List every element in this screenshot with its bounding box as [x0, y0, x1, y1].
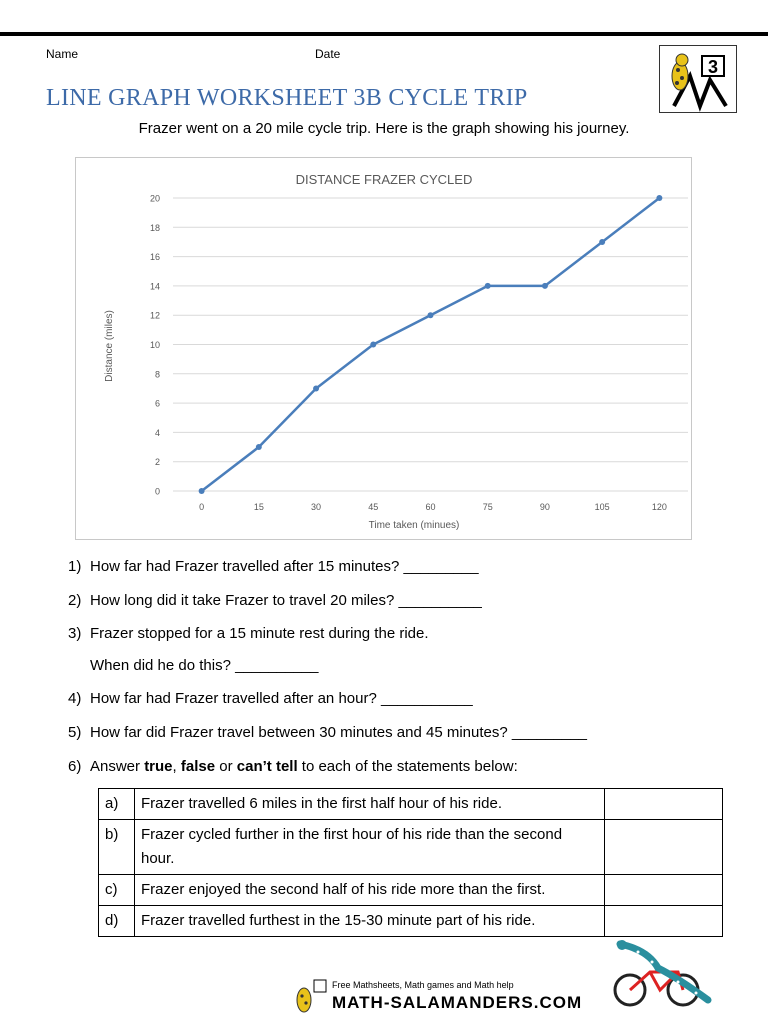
worksheet-title: LINE GRAPH WORKSHEET 3B CYCLE TRIP	[46, 85, 528, 111]
y-axis-label: Distance (miles)	[104, 310, 115, 382]
x-tick-label: 90	[539, 502, 550, 512]
y-tick-label: 14	[149, 281, 160, 292]
statements-table	[98, 788, 723, 937]
x-tick-label: 120	[651, 502, 667, 512]
question-text: How far had Frazer travelled after 15 minutes? _________	[90, 558, 479, 575]
question-number: 6)	[68, 758, 82, 775]
question-number: 2)	[68, 592, 82, 609]
x-axis-label: Time taken (minues)	[368, 520, 460, 531]
data-point	[256, 444, 262, 450]
question-4	[68, 690, 473, 707]
x-tick-label: 30	[311, 502, 322, 512]
question-text: How far did Frazer travel between 30 minutes and 45 minutes? _________	[90, 724, 587, 741]
table-row	[99, 906, 723, 937]
data-point	[199, 488, 205, 494]
question-text: How long did it take Frazer to travel 20 miles? __________	[90, 592, 482, 609]
answer-cell[interactable]	[605, 820, 723, 875]
y-tick-label: 18	[149, 222, 160, 233]
question-number: 1)	[68, 558, 82, 575]
y-tick-label: 20	[149, 193, 160, 204]
statement-letter: a)	[99, 789, 135, 820]
footer-tagline: Free Mathsheets, Math games and Math help	[332, 980, 514, 990]
x-tick-label: 0	[199, 502, 205, 512]
question-number: 5)	[68, 724, 82, 741]
question-3-followup	[90, 657, 319, 674]
table-row	[99, 820, 723, 875]
question-text: When did he do this? __________	[90, 657, 319, 674]
name-label: Name	[46, 47, 79, 61]
statement-letter: d)	[99, 906, 135, 937]
statement-text: Frazer enjoyed the second half of his ride more than the first.	[135, 875, 605, 906]
logo-grade-number: 3	[707, 57, 719, 77]
question-number: 3)	[68, 625, 82, 642]
word-true: true	[144, 758, 173, 775]
y-tick-label: 0	[154, 486, 160, 497]
word-cant-tell: can’t tell	[236, 758, 298, 775]
salamander-grade-logo	[659, 45, 737, 113]
statement-text: Frazer travelled furthest in the 15-30 minute part of his ride.	[135, 906, 605, 937]
word-false: false	[180, 758, 216, 775]
statement-text: Frazer cycled further in the first hour of his ride than the second hour.	[135, 820, 605, 875]
question-5	[68, 724, 587, 741]
data-point	[485, 283, 491, 289]
date-label: Date	[315, 47, 341, 61]
x-tick-label: 105	[594, 502, 610, 512]
answer-cell[interactable]	[605, 906, 723, 937]
data-point	[656, 195, 662, 201]
statement-letter: c)	[99, 875, 135, 906]
y-tick-label: 10	[149, 340, 160, 350]
x-tick-labels	[199, 502, 667, 512]
y-tick-label: 6	[154, 398, 160, 409]
line-chart	[75, 157, 692, 540]
salamander-bicycle-icon	[608, 940, 718, 1010]
grid-lines	[173, 198, 688, 491]
x-tick-label: 60	[425, 502, 436, 512]
table-row	[99, 789, 723, 820]
y-tick-label: 8	[154, 369, 160, 380]
y-tick-label: 4	[154, 427, 160, 438]
answer-cell[interactable]	[605, 875, 723, 906]
question-text: Frazer stopped for a 15 minute rest during the ride.	[90, 625, 429, 642]
top-rule	[0, 32, 768, 36]
chart-title: DISTANCE FRAZER CYCLED	[295, 172, 473, 187]
intro-text: Frazer went on a 20 mile cycle trip. Here is the graph showing his journey.	[138, 120, 630, 137]
question-3	[68, 625, 429, 642]
question-text: How far had Frazer travelled after an hour? ___________	[90, 690, 473, 707]
data-point	[542, 283, 548, 289]
x-tick-label: 45	[368, 502, 379, 512]
data-point	[599, 239, 605, 245]
data-point	[428, 312, 434, 318]
chart-svg	[76, 158, 691, 539]
y-tick-label: 12	[149, 310, 160, 321]
answer-cell[interactable]	[605, 789, 723, 820]
footer-site-name: MATH-SALAMANDERS.COM	[332, 993, 583, 1012]
question-6: 6) Answer true, false or can’t tell to each of the statements below:	[68, 758, 518, 775]
question-2	[68, 592, 482, 609]
question-number: 4)	[68, 690, 82, 707]
statement-letter: b)	[99, 820, 135, 875]
y-tick-label: 16	[149, 252, 160, 263]
x-tick-label: 15	[253, 502, 264, 512]
table-row	[99, 875, 723, 906]
x-tick-label: 75	[482, 502, 493, 512]
y-tick-label: 2	[154, 457, 160, 468]
question-1	[68, 558, 479, 575]
y-tick-labels	[150, 194, 160, 497]
data-point	[370, 342, 376, 348]
data-point	[313, 385, 319, 391]
statement-text: Frazer travelled 6 miles in the first half hour of his ride.	[135, 789, 605, 820]
